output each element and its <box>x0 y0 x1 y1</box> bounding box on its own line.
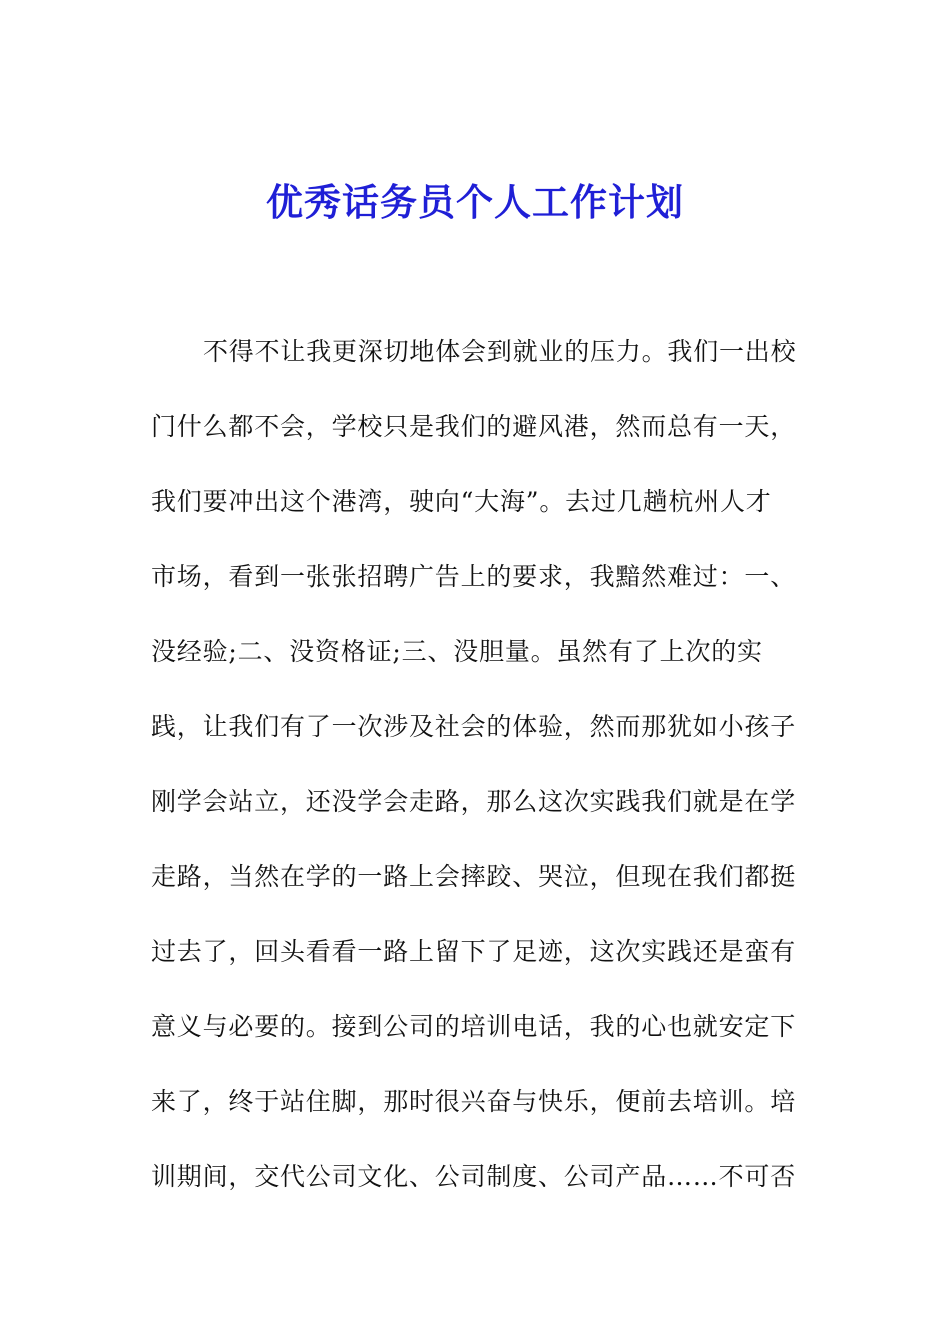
body-line: 训期间，交代公司文化、公司制度、公司产品……不可否 <box>151 1162 797 1191</box>
body-line: 不得不让我更深切地体会到就业的压力。我们一出校 <box>203 337 797 366</box>
body-line: 过去了，回头看看一路上留下了足迹，这次实践还是蛮有 <box>151 937 797 966</box>
body-line: 走路，当然在学的一路上会摔跤、哭泣，但现在我们都挺 <box>151 862 797 891</box>
body-line: 我们要冲出这个港湾，驶向“大海”。去过几趟杭州人才 <box>151 487 772 516</box>
body-line: 意义与必要的。接到公司的培训电话，我的心也就安定下 <box>151 1012 797 1041</box>
body-line: 没经验;二、没资格证;三、没胆量。虽然有了上次的实 <box>151 637 763 666</box>
document-title: 优秀话务员个人工作计划 <box>266 180 684 224</box>
body-line: 来了，终于站住脚，那时很兴奋与快乐，便前去培训。培 <box>151 1087 797 1116</box>
body-line: 践，让我们有了一次涉及社会的体验，然而那犹如小孩子 <box>151 712 797 741</box>
body-line: 刚学会站立，还没学会走路，那么这次实践我们就是在学 <box>151 787 797 816</box>
body-line: 市场，看到一张张招聘广告上的要求，我黯然难过：一、 <box>151 562 797 591</box>
body-line: 门什么都不会，学校只是我们的避风港，然而总有一天， <box>151 412 797 441</box>
